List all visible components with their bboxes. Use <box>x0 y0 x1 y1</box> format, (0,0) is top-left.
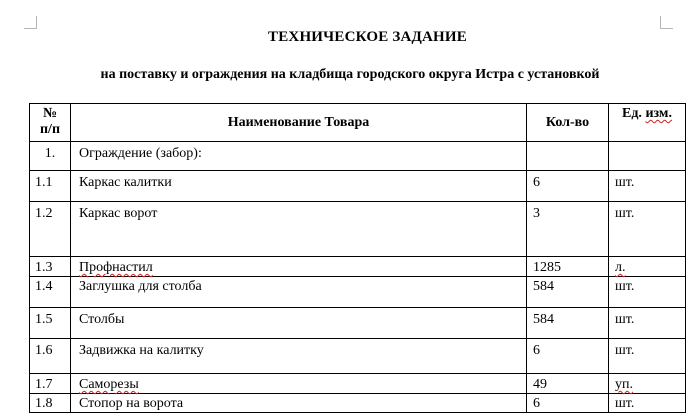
table-header-row <box>30 104 686 142</box>
header-unit-word: Ед. <box>622 106 642 121</box>
row-quantity: 584 <box>533 312 554 327</box>
row-name: Ограждение (забор): <box>79 146 202 161</box>
header-number-symbol: № <box>42 106 58 121</box>
row-number: 1.7 <box>35 377 53 392</box>
header-name: Наименование Товара <box>71 104 527 142</box>
table-row <box>30 339 686 374</box>
header-number <box>30 104 71 142</box>
row-quantity: 1285 <box>533 260 561 275</box>
row-name: Саморезы <box>79 377 139 392</box>
row-unit <box>615 142 685 146</box>
header-unit <box>609 104 686 142</box>
row-unit: шт. <box>615 206 635 221</box>
document-subtitle: на поставку и ограждения на кладбища городского округа Истра с установкой <box>100 67 600 82</box>
row-quantity: 49 <box>533 377 547 392</box>
row-number: 1.1 <box>35 175 53 190</box>
row-quantity <box>533 142 608 146</box>
row-number: 1.5 <box>35 312 53 327</box>
row-number: 1.4 <box>35 279 53 294</box>
crop-mark-top-left <box>24 16 37 29</box>
row-name: Задвижка на калитку <box>79 343 204 358</box>
specification-table <box>29 103 686 413</box>
row-name: Стопор на ворота <box>79 396 184 411</box>
row-unit: шт. <box>615 279 635 294</box>
row-number: 1. <box>44 146 56 161</box>
row-number: 1.3 <box>35 260 53 275</box>
row-unit: уп. <box>615 377 633 392</box>
row-number: 1.8 <box>35 396 53 411</box>
header-number-abbr: п/п <box>39 122 61 137</box>
row-name: Заглушка для столба <box>79 279 202 294</box>
row-number: 1.6 <box>35 343 53 358</box>
table-row <box>30 277 686 308</box>
header-quantity: Кол-во <box>527 104 609 142</box>
row-quantity: 6 <box>533 343 540 358</box>
row-quantity: 584 <box>533 279 554 294</box>
row-name: Профнастил <box>79 260 153 275</box>
table-row <box>30 394 686 413</box>
table-row <box>30 142 686 171</box>
table-row <box>30 308 686 339</box>
table-row <box>30 171 686 202</box>
row-name: Каркас ворот <box>79 206 158 221</box>
row-unit: шт. <box>615 175 635 190</box>
row-number: 1.2 <box>35 206 53 221</box>
row-name: Столбы <box>79 312 125 327</box>
crop-mark-top-right <box>660 16 673 29</box>
row-quantity: 6 <box>533 396 540 411</box>
row-unit: шт. <box>615 396 635 411</box>
document-title: ТЕХНИЧЕСКОЕ ЗАДАНИЕ <box>268 29 467 45</box>
row-unit: л. <box>615 260 626 275</box>
row-name: Каркас калитки <box>79 175 172 190</box>
table-row <box>30 202 686 257</box>
row-quantity: 6 <box>533 175 540 190</box>
header-unit-abbr: изм. <box>645 106 672 121</box>
table-row <box>30 257 686 277</box>
table-row <box>30 374 686 394</box>
row-unit: шт. <box>615 343 635 358</box>
row-quantity: 3 <box>533 206 540 221</box>
row-unit: шт. <box>615 312 635 327</box>
